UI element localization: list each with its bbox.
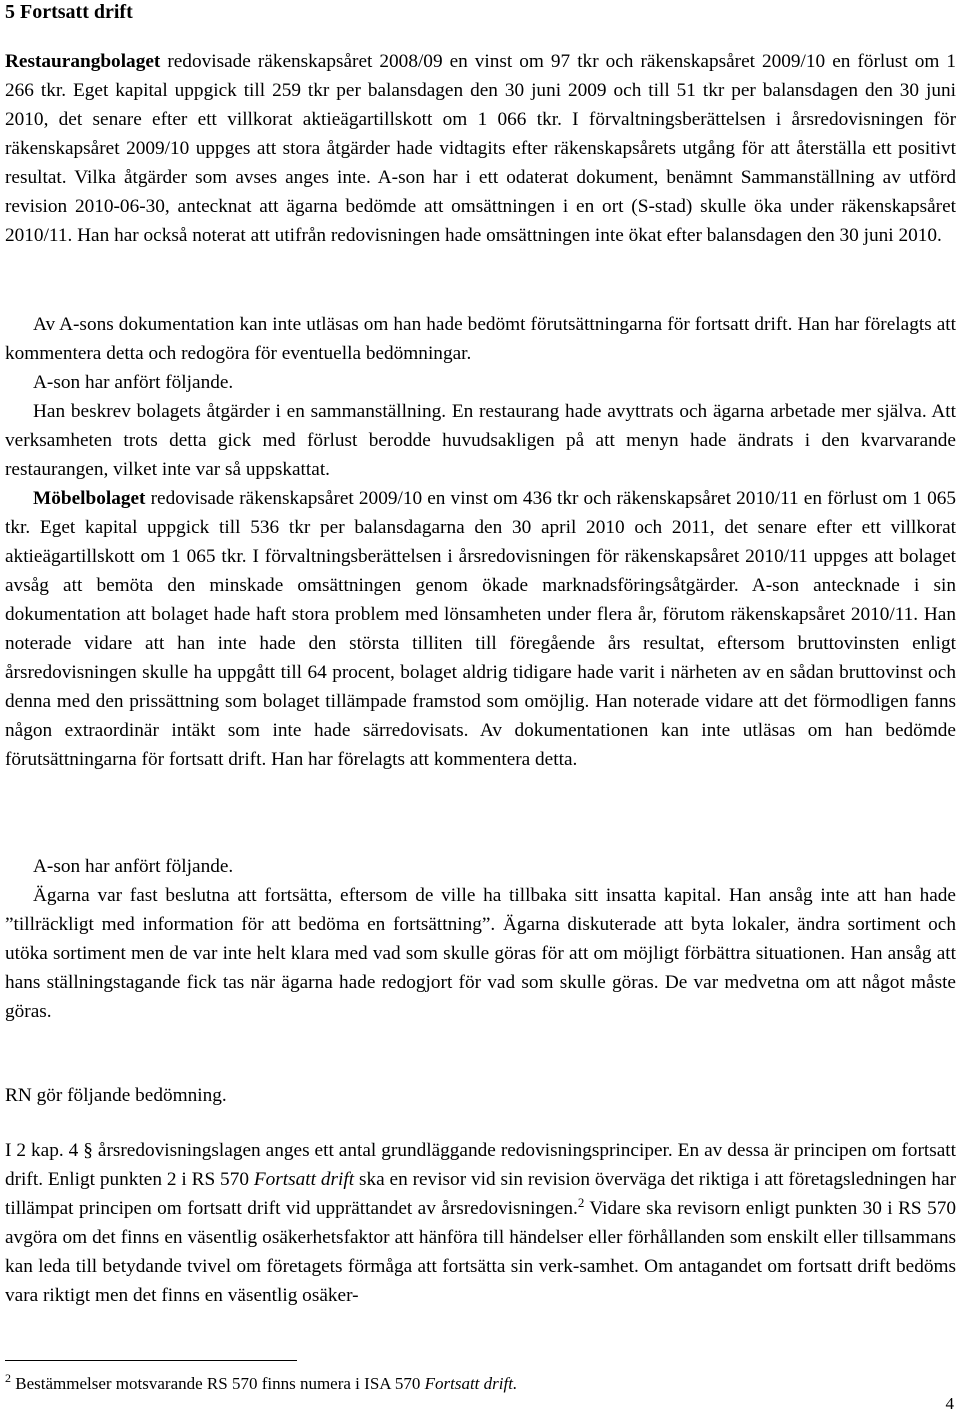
- company-name-mobel: Möbelbolaget: [33, 488, 146, 509]
- paragraph-anfort-2: A-son har anfört följande.: [33, 856, 234, 877]
- italic-title: Fortsatt drift: [253, 1169, 355, 1190]
- footnote-number: 2: [5, 1371, 11, 1385]
- paragraph-restaurangbolaget: [5, 47, 956, 250]
- page-number: 4: [945, 1394, 954, 1413]
- paragraph-bedomning: [5, 1136, 956, 1310]
- company-name-restaurang: Restaurangbolaget: [5, 51, 161, 72]
- paragraph-text: I 2 kap. 4 § årsredovisningslagen anges ett antal grundläggande redovisningsprinciper. En av dessa är principen om fortsatt drift. Enligt punkten 2 i RS 570: [5, 1140, 956, 1190]
- footnote-reference[interactable]: 2: [577, 1195, 585, 1210]
- footnote-text: Bestämmelser motsvarande RS 570 finns numera i ISA 570: [11, 1374, 425, 1393]
- paragraph-bedomning-heading: RN gör följande bedömning.: [5, 1085, 227, 1106]
- section-heading: 5 Fortsatt drift: [5, 1, 133, 23]
- paragraph-atgarder: Han beskrev bolagets åtgärder i en sammanställning. En restaurang hade avyttrats och ägarna arbetade mer själva. Att verksamheten trots detta gick med förlust berodde huvudsakligen på att menyn hade ändrats i den kvarvarande restaurangen, vilket inte var så uppskattat.: [5, 401, 956, 480]
- paragraph-text: Vidare ska revisorn enligt punkten 30 i RS 570 avgöra om det finns en väsentlig osäkerhetsfaktor att hänföra till händelser eller förhållanden som enskilt eller tillsammans kan leda till betydande tvivel om företagets förmåga att fortsätta sin verk-samhet. Om antagandet om fortsatt drift bedöms vara riktigt men det finns en väsentlig osäker-: [5, 1198, 956, 1306]
- footnote-italic-title: Fortsatt drift.: [424, 1374, 518, 1393]
- paragraph-anfort-1: A-son har anfört följande.: [33, 372, 234, 393]
- paragraph-text: redovisade räkenskapsåret 2008/09 en vinst om 97 tkr och räkenskapsåret 2009/10 en förlust om 1 266 tkr. Eget kapital uppgick till 259 tkr per balansdagen den 30 juni 2009 och till 51 tkr per balansdagen den 30 juni 2010, det senare efter ett villkorat aktieägartillskott om 1 066 tkr. I förvaltningsberättelsen i årsredovisningen för räkenskapsåret 2009/10 uppges att stora åtgärder hade vidtagits efter räkenskapsårets utgång för att återställa ett positivt resultat. Vilka åtgärder som avses anges inte. A-son har i ett odaterat dokument, benämnt Sammanställning av utförd revision 2010-06-30, antecknat att ägarna bedömde att omsättningen i en ort (S-stad) skulle öka under räkenskapsåret 2010/11. Han har också noterat att utifrån redovisningen hade omsättningen inte ökat efter balansdagen den 30 juni 2010.: [5, 51, 956, 246]
- footnote: [5, 1372, 517, 1396]
- paragraph-text: redovisade räkenskapsåret 2009/10 en vinst om 436 tkr och räkenskapsåret 2010/11 en förlust om 1 065 tkr. Eget kapital uppgick till 536 tkr per balansdagarna den 30 april 2010 och 2011, det senare efter ett villkorat aktieägartillskott om 1 065 tkr. I förvaltningsberättelsen i årsredovisningen för räkenskapsåret 2010/11 uppges att bolaget avsåg att bemöta den minskade omsättningen genom ökade marknadsföringsåtgärder. A-son antecknade i sin dokumentation att bolaget hade haft stora problem med lönsamheten under flera år, förutom räkenskapsåret 2010/11. Han noterade vidare att han inte hade den största tilliten till föregående års resultat, eftersom bruttovinsten enligt årsredovisningen skulle ha uppgått till 64 procent, bolaget aldrig tidigare hade varit i närheten av en sådan bruttovinst och denna med den prissättning som bolaget tillämpade framstod som omöjlig. Han noterade vidare att det förmodligen fanns någon extraordinär intäkt som inte hade särredovisats. Av dokumentationen kan inte utläsas om han bedömde förutsättningarna för fortsatt drift. Han har förelagts att kommentera detta.: [5, 488, 956, 770]
- footnote-divider: [5, 1360, 297, 1361]
- paragraph-text: ska en revisor vid sin revision överväga det riktiga i att företagsledningen har tillämpat principen om fortsatt drift vid upprättandet av årsredovisningen.: [5, 1169, 956, 1219]
- paragraph-mobelbolaget: [5, 484, 956, 774]
- paragraph-agarna: Ägarna var fast beslutna att fortsätta, eftersom de ville ha tillbaka sitt insatta kapital. Han ansåg inte att han hade ”tillräckligt med information för att bedöma en fortsättning”. Ägarna diskuterade att byta lokaler, ändra sortiment och utöka sortiment men de var inte helt klara med vad som skulle göras för att om möjligt förbättra situationen. Han ansåg att hans ställningstagande fick tas när ägarna hade redogjort för vad som skulle göras. De var medvetna om att något måste göras.: [5, 885, 956, 1022]
- paragraph-dokumentation: Av A-sons dokumentation kan inte utläsas om han hade bedömt förutsättningarna för fortsatt drift. Han har förelagts att kommentera detta och redogöra för eventuella bedömningar.: [5, 314, 956, 364]
